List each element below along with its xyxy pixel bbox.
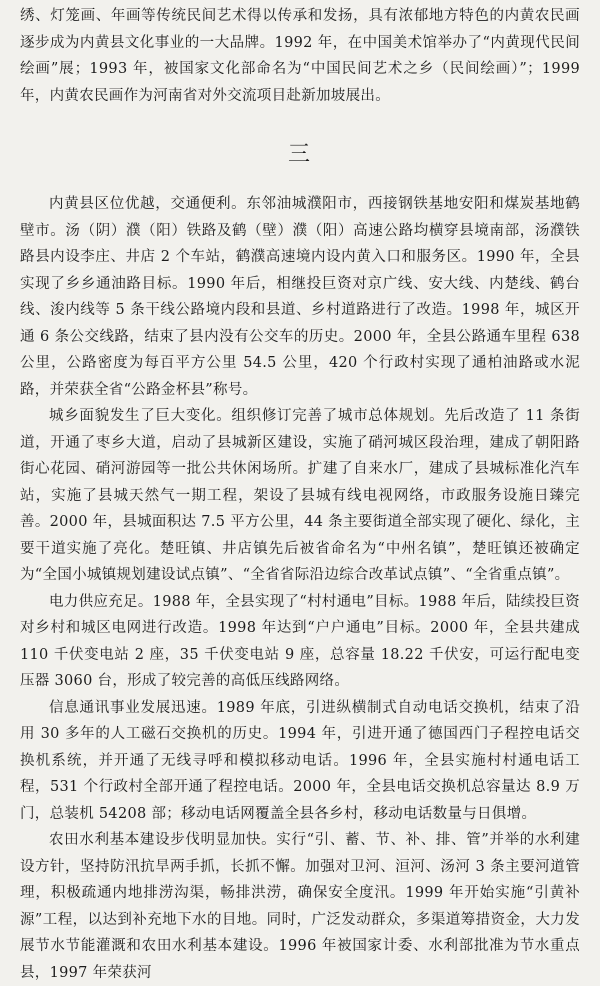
- paragraph-water-conservancy: 农田水利基本建设步伐明显加快。实行“引、蓄、节、补、排、管”并举的水利建设方针，坚持防汛抗旱两手抓，长抓不懈。加强对卫河、洹河、汤河 3 条主要河道管理，积极疏通内地排涝沟渠，畅排洪涝，确保安全度汛。1999 年开始实施“引黄补源”工程，以达到补充地下水的目地。同时，广泛发动群众，多渠道筹措资金，大力发展节水节能灌溉和农田水利基本建设。1996 年被国家计委、水利部批准为节水重点县，1997 年荣获河: [20, 832, 580, 981]
- paragraph-telecom: 信息通讯事业发展迅速。1989 年底，引进纵横制式自动电话交换机，结束了沿用 30 多年的人工磁石交换机的历史。1994 年，引进开通了德国西门子程控电话交换机系统，并开通了无线寻呼和模拟移动电话。1996 年，全县实施村村通电话工程，531 个行政村全部开通了程控电话。2000 年，全县电话交换机总容量达 8.9 万门，总装机 54208 部；移动电话网覆盖全县各乡村，移动电话数量与日俱增。: [20, 699, 580, 822]
- paragraph-folk-art: 绣、灯笼画、年画等传统民间艺术得以传承和发扬，具有浓郁地方特色的内黄农民画逐步成为内黄县文化事业的一大品牌。1992 年，在中国美术馆举办了“内黄现代民间绘画”展；1993 年，被国家文化部命名为“中国民间艺术之乡（民间绘画）”；1999 年，内黄农民画作为河南省对外交流项目赴新加坡展出。: [20, 8, 580, 104]
- paragraph-electricity: 电力供应充足。1988 年，全县实现了“村村通电”目标。1988 年后，陆续投巨资对乡村和城区电网进行改造。1998 年达到“户户通电”目标。2000 年，全县共建成 110 千伏变电站 2 座，35 千伏变电站 9 座，总容量 18.22 千伏安，可运行配电变压器 3060 台，形成了较完善的高低压线路网络。: [20, 593, 580, 689]
- section-heading: 三: [287, 142, 312, 167]
- paragraph-urban: 城乡面貌发生了巨大变化。组织修订完善了城市总体规划。先后改造了 11 条街道，开通了枣乡大道，启动了县城新区建设，实施了硝河城区段治理，建成了朝阳路街心花园、硝河游园等一批公共休闲场所。扩建了自来水厂，建成了县城标准化汽车站，实施了县城天然气一期工程，架设了县城有线电视网络，市政服务设施日臻完善。2000 年，县城面积达 7.5 平方公里，44 条主要街道全部实现了硬化、绿化，主要干道实施了亮化。楚旺镇、井店镇先后被省命名为“中州名镇”，楚旺镇还被确定为“全国小城镇规划建设试点镇”、“全省省际沿边综合改革试点镇”、“全省重点镇”。: [20, 408, 580, 583]
- paragraph-transport: 内黄县区位优越，交通便利。东邻油城濮阳市，西接钢铁基地安阳和煤炭基地鹤壁市。汤（阴）濮（阳）铁路及鹤（壁）濮（阳）高速公路均横穿县境南部，汤濮铁路县内设李庄、井店 2 个车站，鹤濮高速境内设内黄入口和服务区。1990 年，全县实现了乡乡通油路目标。1990 年后，相继投巨资对京广线、安大线、内楚线、鹤台线、浚内线等 5 条干线公路境内段和县道、乡村道路进行了改造。1998 年，城区开通 6 条公交线路，结束了县内没有公交车的历史。2000 年，全县公路通车里程 638 公里，公路密度为每百平方公里 54.5 公里，420 个行政村实现了通柏油路或水泥路，并荣获全省“公路金杯县”称号。: [20, 196, 580, 398]
